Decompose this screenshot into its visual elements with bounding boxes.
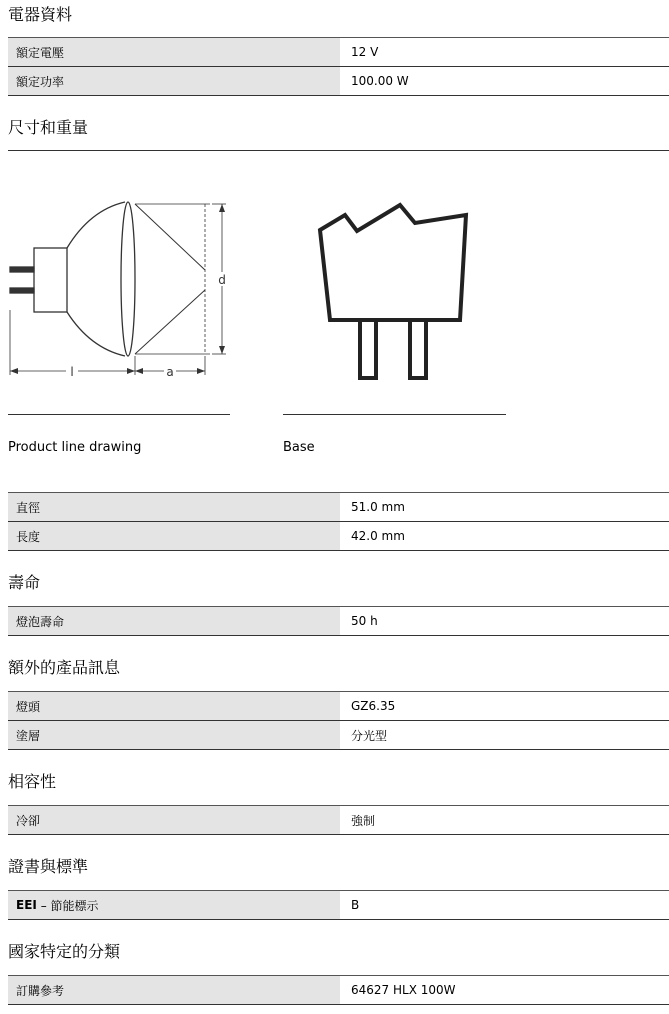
row-label: 直徑	[8, 493, 340, 521]
table-row	[8, 721, 669, 750]
country-table	[8, 975, 669, 1005]
certificates-table	[8, 890, 669, 920]
table-row	[8, 493, 669, 522]
section-title-electrical: 電器資料	[8, 5, 73, 24]
row-label: 燈泡壽命	[8, 607, 340, 635]
table-row	[8, 607, 669, 636]
table-row	[8, 522, 669, 551]
base-divider	[283, 414, 506, 415]
row-label: 長度	[8, 522, 340, 550]
table-row	[8, 891, 669, 920]
row-value: 50 h	[340, 607, 669, 635]
row-value: 12 V	[340, 38, 669, 66]
table-row	[8, 976, 669, 1005]
drawing-divider	[8, 414, 230, 415]
row-label: 額定電壓	[8, 38, 340, 66]
table-row	[8, 67, 669, 96]
row-value: 強制	[340, 806, 669, 834]
row-value: 100.00 W	[340, 67, 669, 95]
row-label: 額定功率	[8, 67, 340, 95]
table-row	[8, 692, 669, 721]
eei-label: EEI	[16, 898, 37, 912]
eei-label-rest: – 節能標示	[40, 898, 99, 913]
drawing-caption: Product line drawing	[8, 440, 142, 455]
row-label: 訂購參考	[8, 976, 340, 1004]
row-value: 51.0 mm	[340, 493, 669, 521]
row-label	[8, 891, 340, 919]
section-title-country: 國家特定的分類	[8, 942, 121, 961]
row-value: GZ6.35	[340, 692, 669, 720]
divider	[8, 150, 669, 151]
table-row	[8, 806, 669, 835]
section-title-compatibility: 相容性	[8, 772, 57, 791]
row-value: 分光型	[340, 721, 669, 749]
table-row	[8, 38, 669, 67]
row-label: 塗層	[8, 721, 340, 749]
row-value: 64627 HLX 100W	[340, 976, 669, 1004]
dim-label-a: a	[166, 365, 174, 379]
base-caption: Base	[283, 440, 315, 455]
dimensions-table	[8, 492, 669, 551]
dim-label-l: l	[70, 365, 74, 379]
section-title-lifespan: 壽命	[8, 573, 41, 592]
additional-table	[8, 691, 669, 750]
lifespan-table	[8, 606, 669, 636]
compatibility-table	[8, 805, 669, 835]
row-label: 冷卻	[8, 806, 340, 834]
section-title-additional: 額外的產品訊息	[8, 658, 121, 677]
electrical-table	[8, 37, 669, 96]
section-title-dimensions: 尺寸和重量	[8, 118, 89, 137]
row-value: 42.0 mm	[340, 522, 669, 550]
dim-label-d: d	[218, 273, 226, 287]
section-title-certificates: 證書與標準	[8, 857, 89, 876]
row-value: B	[340, 891, 669, 919]
row-label: 燈頭	[8, 692, 340, 720]
product-line-drawing	[0, 190, 240, 385]
base-drawing	[300, 195, 480, 390]
